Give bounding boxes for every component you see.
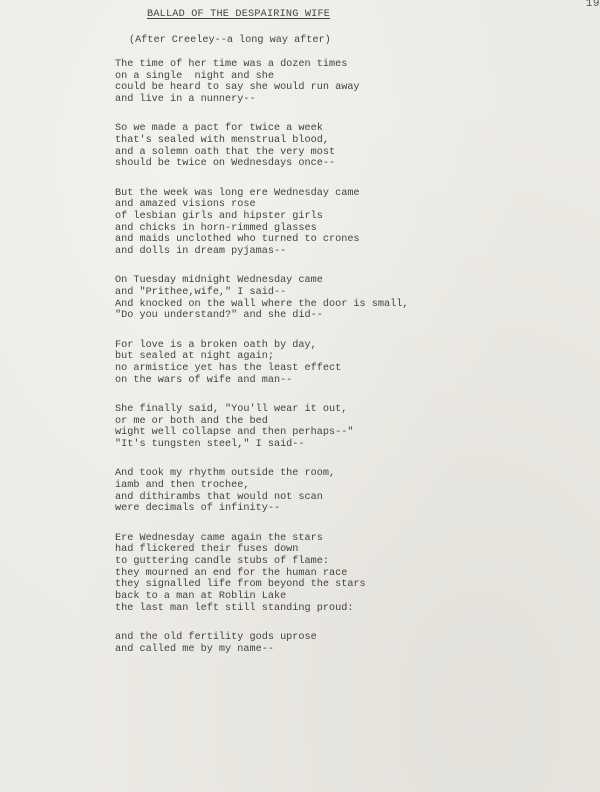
- poem-line: and called me by my name--: [115, 643, 274, 655]
- poem-line: And knocked on the wall where the door is small,: [115, 298, 409, 310]
- stanza: [115, 533, 585, 615]
- poem-line: "Do you understand?" and she did--: [115, 310, 323, 322]
- poem-line: back to a man at Roblin Lake: [115, 591, 287, 603]
- poem-line: and "Prithee,wife," I said--: [115, 287, 287, 299]
- poem-line: and the old fertility gods uprose: [115, 632, 317, 644]
- poem-line: they mourned an end for the human race: [115, 567, 348, 579]
- poem-line: and dolls in dream pyjamas--: [115, 246, 287, 258]
- poem-line: and amazed visions rose: [115, 199, 256, 211]
- poem-line: had flickered their fuses down: [115, 544, 299, 556]
- stanza: [115, 404, 585, 451]
- stanza: [115, 188, 585, 258]
- poem-line: or me or both and the bed: [115, 415, 268, 427]
- poem-line: iamb and then trochee,: [115, 479, 250, 491]
- stanza: [115, 59, 585, 106]
- poem-line: "It's tungsten steel," I said--: [115, 439, 305, 451]
- poem-line: For love is a broken oath by day,: [115, 339, 317, 351]
- poem-line: wight well collapse and then perhaps--": [115, 427, 354, 439]
- poem-line: the last man left still standing proud:: [115, 602, 354, 614]
- poem-body: [115, 59, 585, 673]
- poem-line: and a solemn oath that the very most: [115, 146, 336, 158]
- poem-line: could be heard to say she would run away: [115, 82, 360, 94]
- poem-line: to guttering candle stubs of flame:: [115, 556, 329, 567]
- poem-line: and chicks in horn-rimmed glasses: [115, 222, 317, 234]
- poem-line: no armistice yet has the least effect: [115, 363, 342, 375]
- poem-line: But the week was long ere Wednesday came: [115, 187, 360, 199]
- poem-line: of lesbian girls and hipster girls: [115, 211, 323, 223]
- page-number: 19: [585, 0, 600, 10]
- poem-line: On Tuesday midnight Wednesday came: [115, 275, 323, 287]
- stanza: [115, 632, 585, 655]
- poem-line: She finally said, "You'll wear it out,: [115, 403, 348, 415]
- poem-line: and maids unclothed who turned to crones: [115, 234, 360, 246]
- poem-line: should be twice on Wednesdays once--: [115, 158, 336, 170]
- poem-line: on the wars of wife and man--: [115, 374, 293, 386]
- poem-line: were decimals of infinity--: [115, 503, 281, 515]
- poem-line: The time of her time was a dozen times: [115, 59, 348, 70]
- stanza: [115, 340, 585, 387]
- poem-line: and live in a nunnery--: [115, 94, 256, 106]
- poem-line: that's sealed with menstrual blood,: [115, 135, 329, 147]
- stanza: [115, 123, 585, 170]
- stanza: [115, 468, 585, 515]
- poem-line: they signalled life from beyond the stars: [115, 579, 366, 591]
- poem-line: Ere Wednesday came again the stars: [115, 532, 323, 544]
- poem-line: So we made a pact for twice a week: [115, 123, 323, 135]
- stanza: [115, 275, 585, 322]
- poem-line: but sealed at night again;: [115, 351, 274, 363]
- poem-line: and dithirambs that would not scan: [115, 491, 323, 503]
- poem-line: on a single night and she: [115, 70, 274, 82]
- poem-line: And took my rhythm outside the room,: [115, 468, 336, 480]
- poem-subtitle: (After Creeley--a long way after): [129, 35, 331, 46]
- poem-title: BALLAD OF THE DESPAIRING WIFE: [147, 9, 331, 20]
